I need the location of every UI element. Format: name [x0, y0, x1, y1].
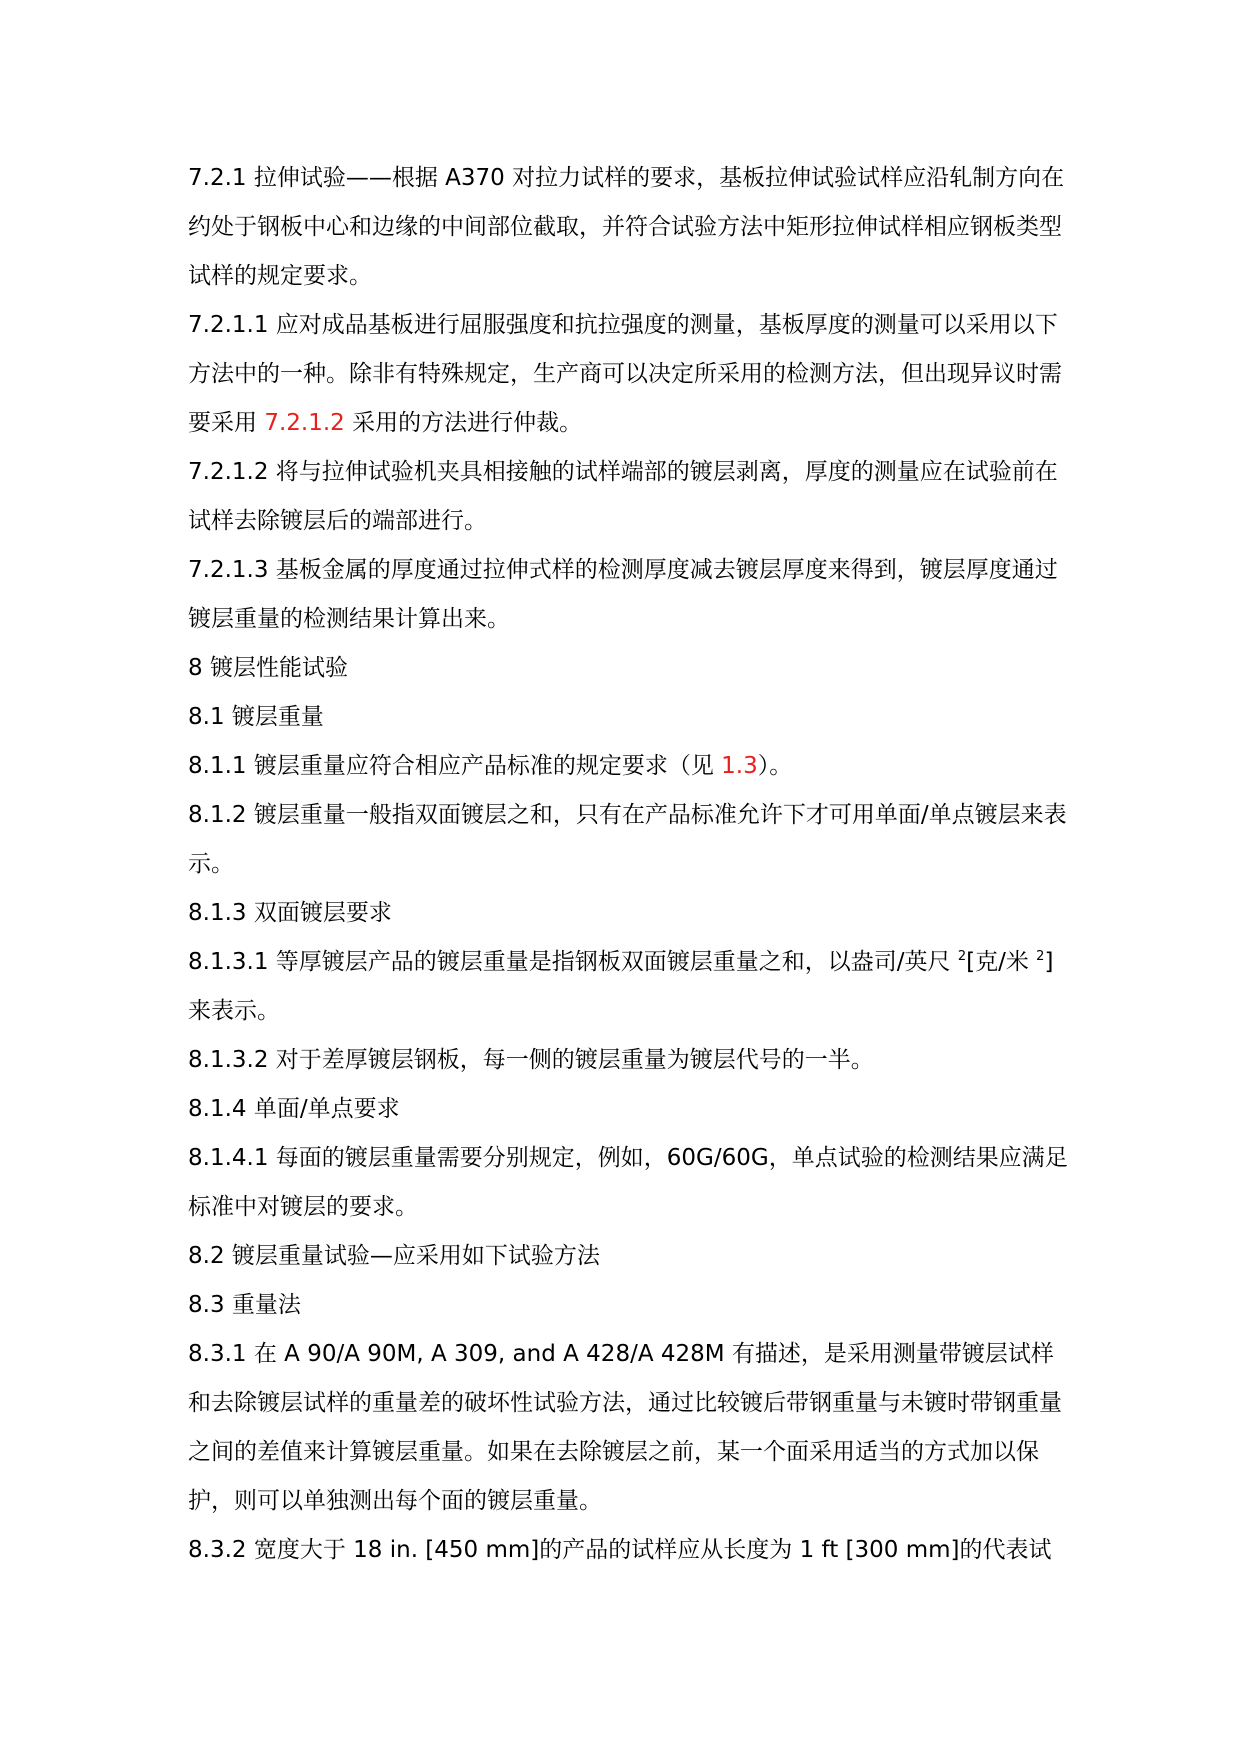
paragraph-7-2-1-2-text: 7.2.1.2 将与拉伸试验机夹具相接触的试样端部的镀层剥离，厚度的测量应在试验前在试样去除镀层后的端部进行。: [188, 459, 1058, 534]
heading-8-3-text: 8.3 重量法: [188, 1292, 301, 1318]
paragraph-8-1-3-1: [188, 938, 1068, 1036]
paragraph-8-1-1-text-a: 8.1.1 镀层重量应符合相应产品标准的规定要求（见: [188, 753, 722, 779]
paragraph-7-2-1-2: [188, 448, 1068, 546]
paragraph-8-3-2-text: 8.3.2 宽度大于 18 in. [450 mm]的产品的试样应从长度为 1 ft [300 mm]的代表试: [188, 1537, 1052, 1563]
heading-8-2-text: 8.2 镀层重量试验—应采用如下试验方法: [188, 1243, 600, 1269]
paragraph-8-1-1-text-b: ）。: [757, 753, 793, 779]
heading-8-1-4: [188, 1085, 1068, 1134]
paragraph-8-1-1: [188, 742, 1068, 791]
paragraph-8-1-4-1: [188, 1134, 1068, 1232]
paragraph-7-2-1: [188, 154, 1068, 301]
paragraph-8-1-4-1-text: 8.1.4.1 每面的镀层重量需要分别规定，例如，60G/60G，单点试验的检测结果应满足标准中对镀层的要求。: [188, 1145, 1068, 1220]
paragraph-7-2-1-1-text-b: 采用的方法进行仲裁。: [344, 410, 583, 436]
paragraph-8-1-3-2: [188, 1036, 1068, 1085]
heading-8-1: [188, 693, 1068, 742]
heading-8-2: [188, 1232, 1068, 1281]
heading-8-1-3-text: 8.1.3 双面镀层要求: [188, 900, 392, 926]
paragraph-7-2-1-1-text-a: 7.2.1.1 应对成品基板进行屈服强度和抗拉强度的测量，基板厚度的测量可以采用以下方法中的一种。除非有特殊规定，生产商可以决定所采用的检测方法，但出现异议时需要采用: [188, 312, 1062, 436]
paragraph-8-1-3-2-text: 8.1.3.2 对于差厚镀层钢板，每一侧的镀层重量为镀层代号的一半。: [188, 1047, 874, 1073]
heading-8-1-4-text: 8.1.4 单面/单点要求: [188, 1096, 400, 1122]
paragraph-7-2-1-1: [188, 301, 1068, 448]
heading-8-3: [188, 1281, 1068, 1330]
paragraph-8-1-3-1-text-c: ]来表示。: [188, 949, 1054, 1024]
paragraph-8-3-1: [188, 1330, 1068, 1526]
heading-8-1-3: [188, 889, 1068, 938]
paragraph-7-2-1-3: [188, 546, 1068, 644]
paragraph-8-1-2-text: 8.1.2 镀层重量一般指双面镀层之和，只有在产品标准允许下才可用单面/单点镀层来表示。: [188, 802, 1067, 877]
cross-reference-7-2-1-2[interactable]: 7.2.1.2: [264, 410, 345, 436]
paragraph-8-1-2: [188, 791, 1068, 889]
paragraph-8-1-3-1-text-b: [克/米: [966, 949, 1037, 975]
superscript-square-2: 2: [1036, 949, 1045, 964]
paragraph-7-2-1-text: 7.2.1 拉伸试验——根据 A370 对拉力试样的要求，基板拉伸试验试样应沿轧制方向在约处于钢板中心和边缘的中间部位截取，并符合试验方法中矩形拉伸试样相应钢板类型试样的规定要求。: [188, 165, 1065, 289]
superscript-square-1: 2: [957, 949, 967, 964]
paragraph-8-3-2: [188, 1526, 1068, 1575]
paragraph-7-2-1-3-text: 7.2.1.3 基板金属的厚度通过拉伸式样的检测厚度减去镀层厚度来得到，镀层厚度通过镀层重量的检测结果计算出来。: [188, 557, 1058, 632]
paragraph-8-3-1-text: 8.3.1 在 A 90/A 90M, A 309, and A 428/A 428M 有描述，是采用测量带镀层试样和去除镀层试样的重量差的破坏性试验方法，通过比较镀后带钢重量与未镀时带钢重量之间的差值来计算镀层重量。如果在去除镀层之前，某一个面采用适当的方式加以保护，则可以单独测出每个面的镀层重量。: [188, 1341, 1062, 1514]
paragraph-8-1-3-1-text-a: 8.1.3.1 等厚镀层产品的镀层重量是指钢板双面镀层重量之和，以盎司/英尺: [188, 949, 958, 975]
heading-8-1-text: 8.1 镀层重量: [188, 704, 324, 730]
heading-8-text: 8 镀层性能试验: [188, 655, 348, 681]
document-body: [188, 154, 1068, 1575]
heading-8: [188, 644, 1068, 693]
cross-reference-1-3[interactable]: 1.3: [721, 753, 758, 779]
